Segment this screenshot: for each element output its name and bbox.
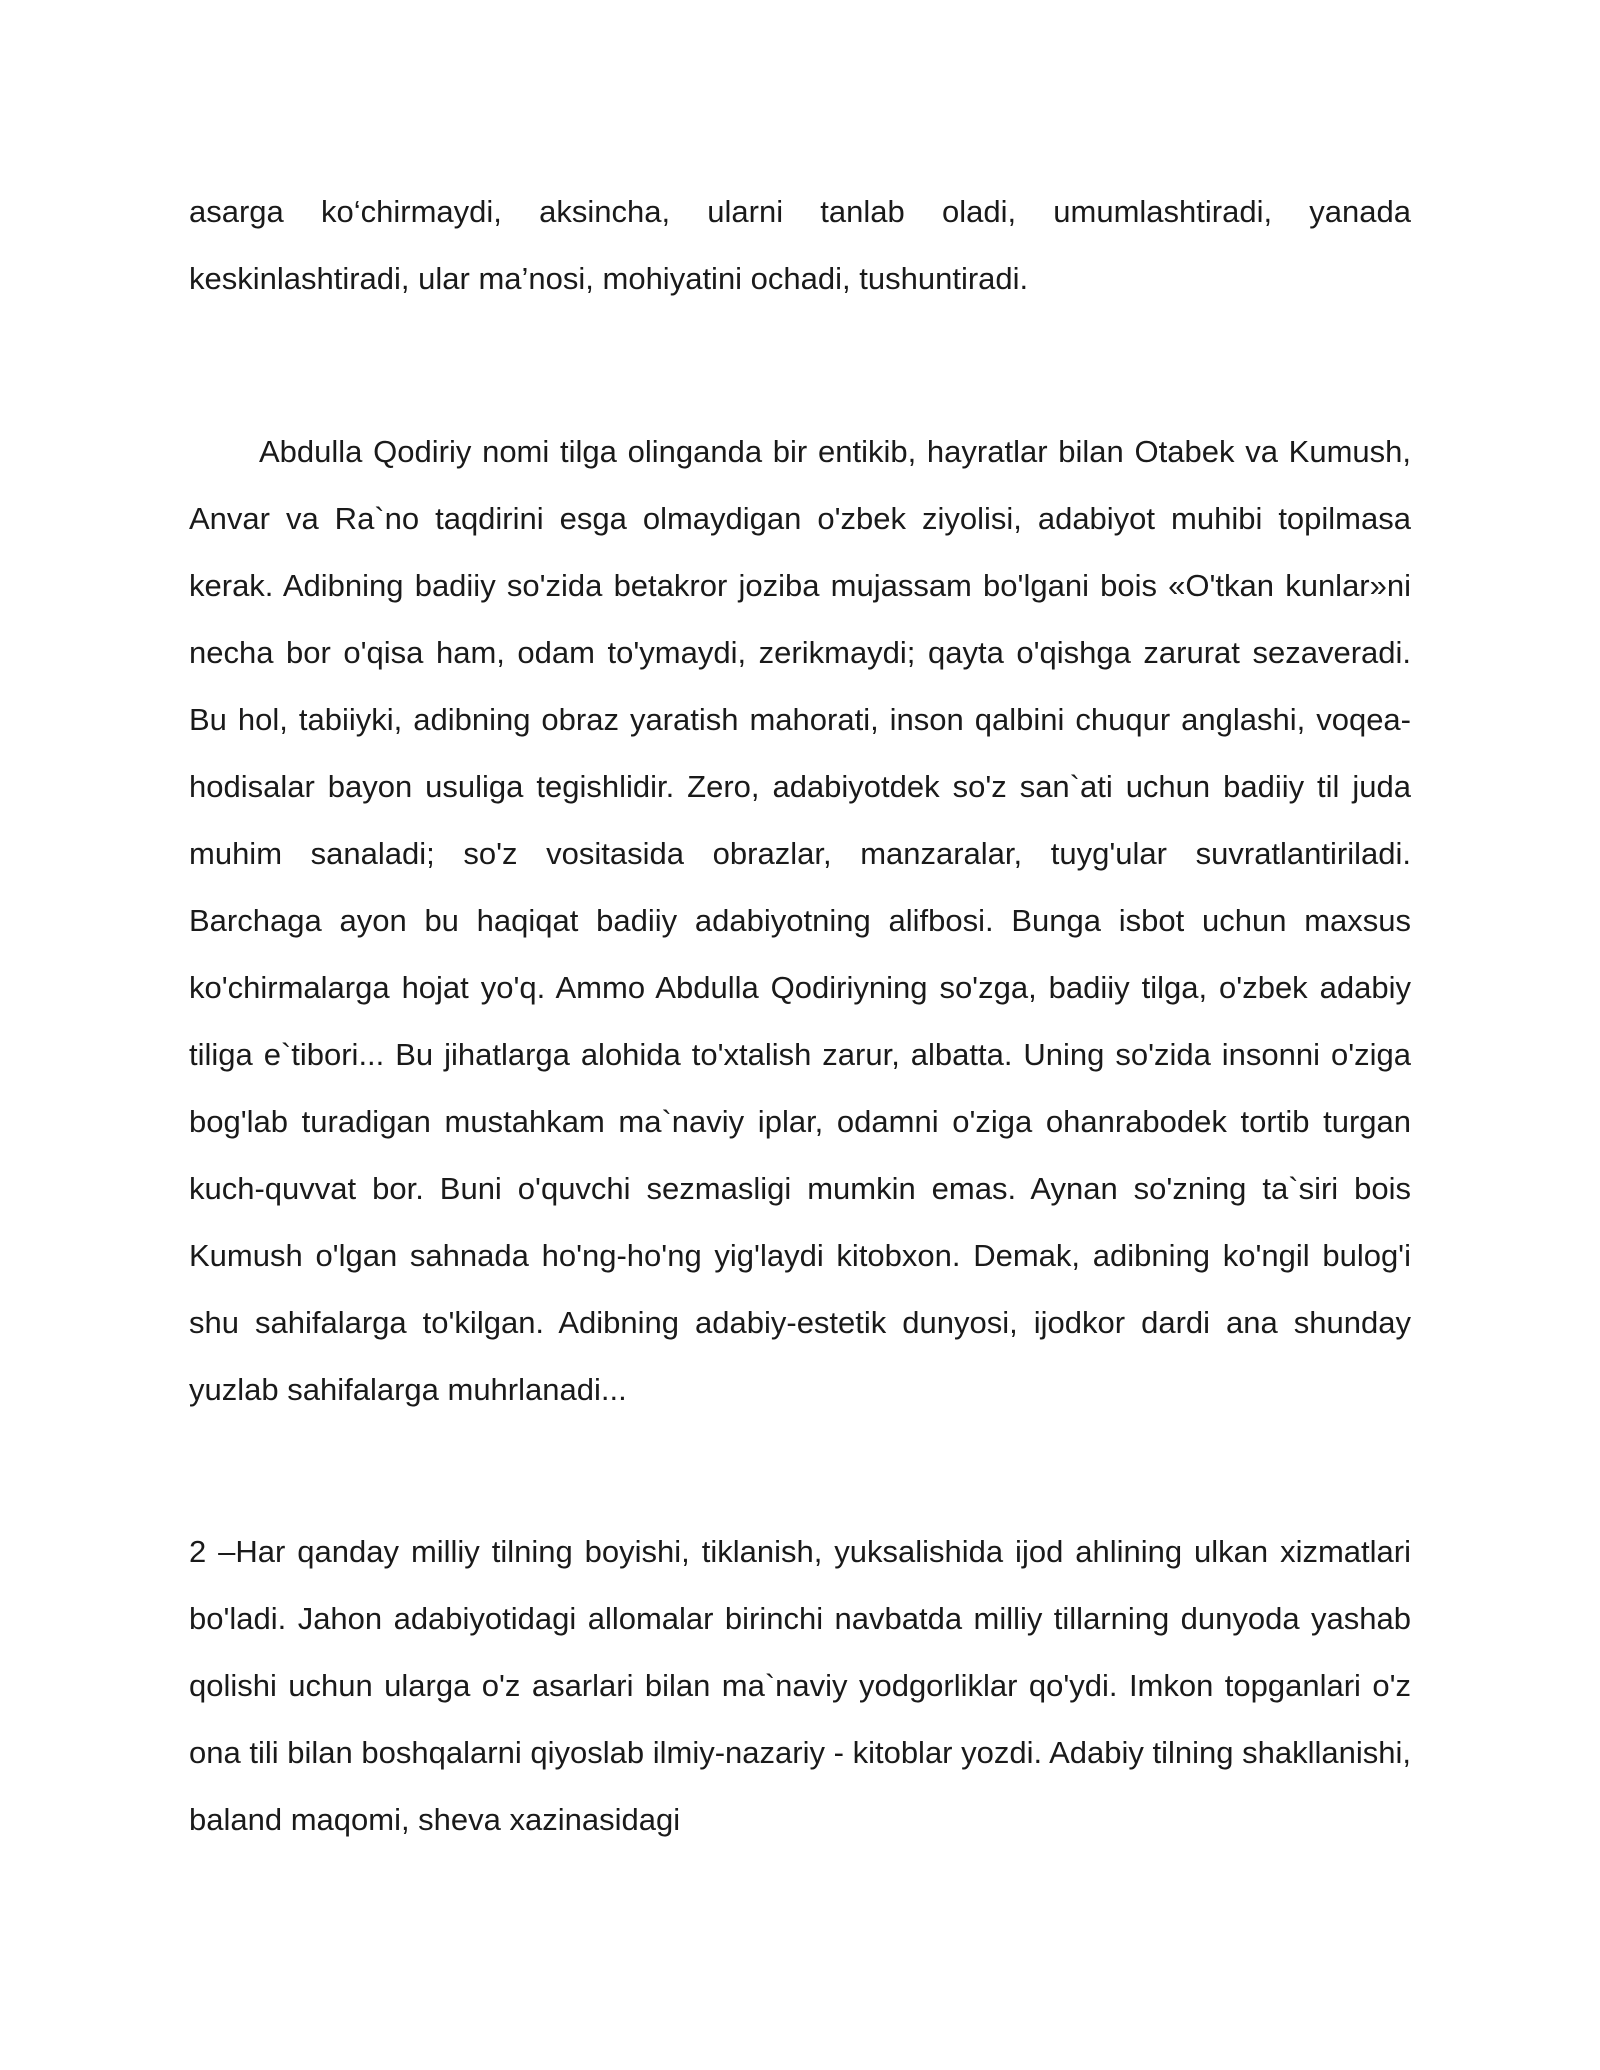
paragraph-qodiriy: Abdulla Qodiriy nomi tilga olinganda bir entikib, hayratlar bilan Otabek va Kumush, Anvar va Ra`no taqdirini esga olmaydigan o'zbek ziyolisi, adabiyot muhibi topilmasa kerak. Adibning badiiy so'zida betakror joziba mujassam bo'lgani bois «O'tkan kunlar»ni necha bor o'qisa ham, odam to'ymaydi, zerikmaydi; qayta o'qishga zarurat sezaveradi. Bu hol, tabiiyki, adibning obraz yaratish mahorati, inson qalbini chuqur anglashi, voqea-hodisalar bayon usuliga tegishlidir. Zero, adabiyotdek so'z san`ati uchun badiiy til juda muhim sanaladi; so'z vositasida obrazlar, manzaralar, tuyg'ular suvratlantiriladi. Barchaga ayon bu haqiqat badiiy adabiyotning alifbosi. Bunga isbot uchun maxsus ko'chirmalarga hojat yo'q. Ammo Abdulla Qodiriyning so'zga, badiiy tilga, o'zbek adabiy tiliga e`tibori... Bu jihatlarga alohida to'xtalish zarur, albatta. Uning so'zida insonni o'ziga bog'lab turadigan mustahkam ma`naviy iplar, odamni o'ziga ohanrabodek tortib turgan kuch-quvvat bor. Buni o'quvchi sezmasligi mumkin emas. Aynan so'zning ta`siri bois Kumush o'lgan sahnada ho'ng-ho'ng yig'laydi kitobxon. Demak, adibning ko'ngil bulog'i shu sahifalarga to'kilgan. Adibning adabiy-estetik dunyosi, ijodkor dardi ana shunday yuzlab sahifalarga muhrlanadi... (189, 434, 1411, 1407)
paragraph-national-language: 2 –Har qanday milliy tilning boyishi, tiklanish, yuksalishida ijod ahlining ulkan xizmatlari bo'ladi. Jahon adabiyotidagi allomalar birinchi navbatda milliy tillarning dunyoda yashab qolishi uchun ularga o'z asarlari bilan ma`naviy yodgorliklar qo'ydi. Imkon topganlari o'z ona tili bilan boshqalarni qiyoslab ilmiy-nazariy - kitoblar yozdi. Adabiy tilning shakllanishi, baland maqomi, sheva xazinasidagi (189, 1534, 1411, 1837)
paragraph-continuation: asarga ko‘chirmaydi, aksincha, ularni tanlab oladi, umumlashtiradi, yanada keskinlashtiradi, ular ma’nosi, mohiyatini ochadi, tushuntiradi. (189, 194, 1411, 296)
